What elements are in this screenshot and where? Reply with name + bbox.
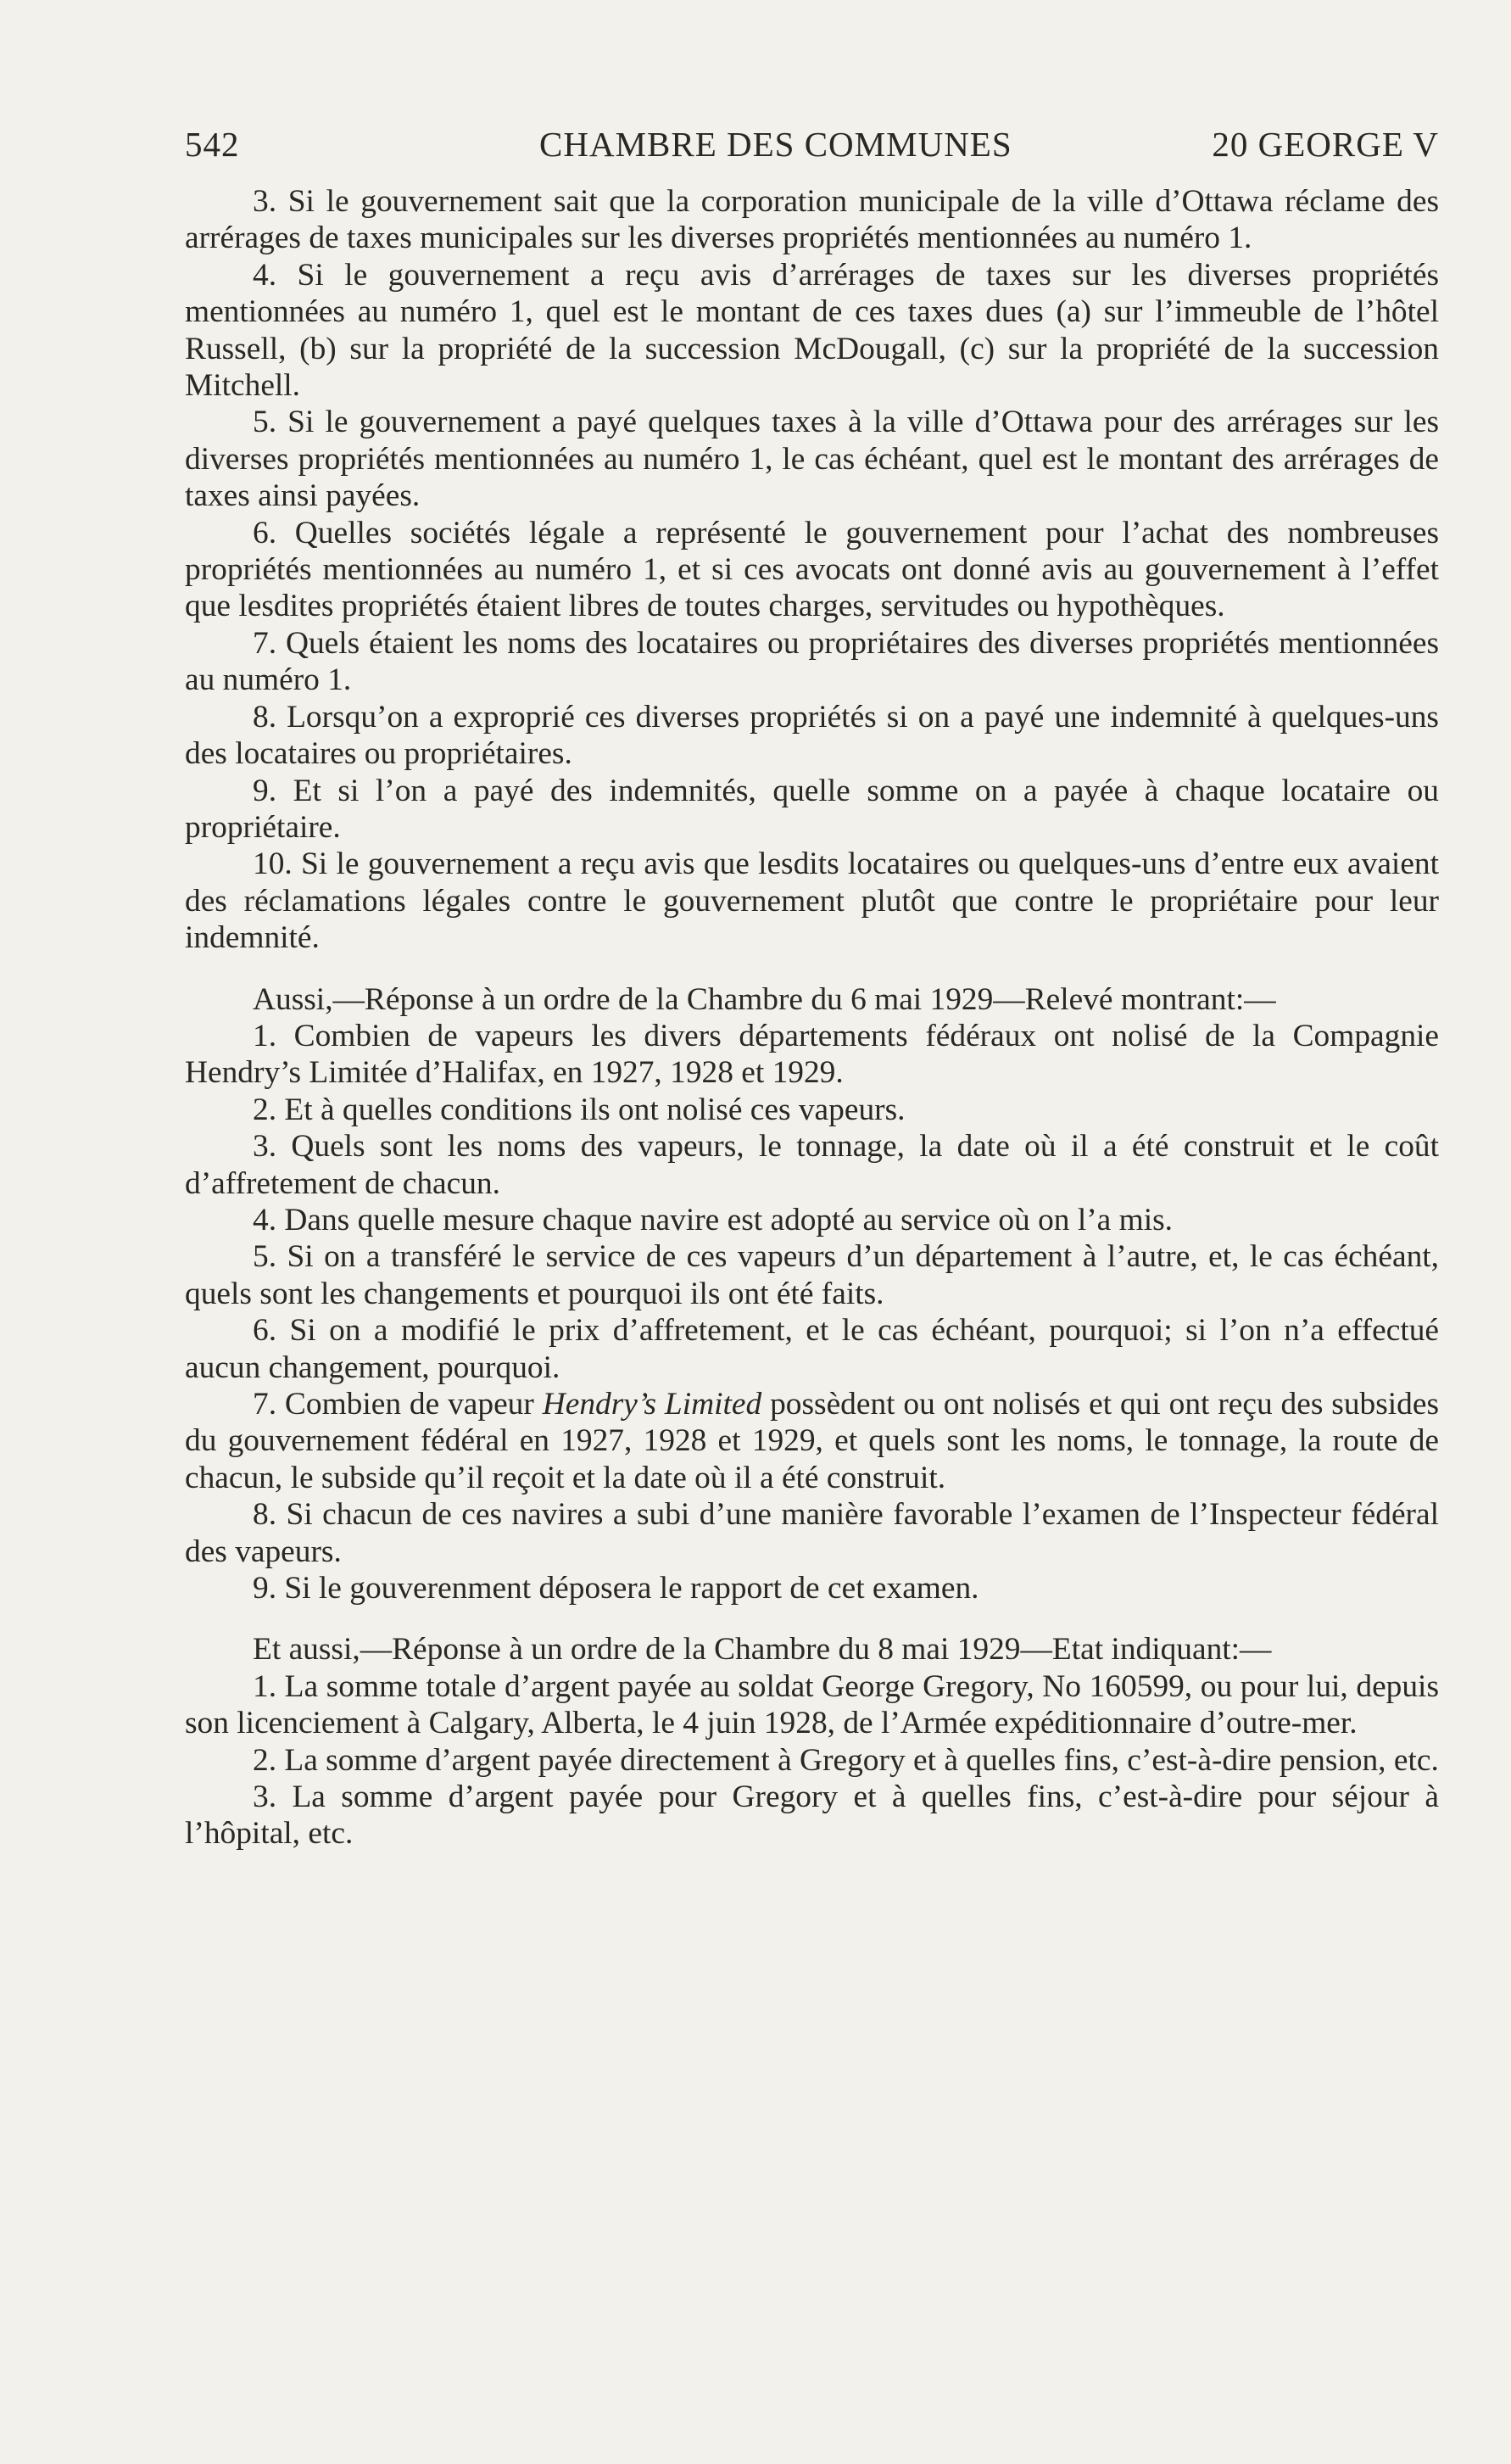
- paragraph: 8. Si chacun de ces navires a subi d’une manière favorable l’examen de l’Inspecteur fédéral des vapeurs.: [185, 1497, 1439, 1569]
- paragraph: 6. Si on a modifié le prix d’affretement, et le cas échéant, pourquoi; si l’on n’a effectué aucun changement, pourquoi.: [185, 1313, 1439, 1385]
- paragraph: [185, 1386, 1439, 1496]
- paragraph: 1. Combien de vapeurs les divers départements fédéraux ont nolisé de la Compagnie Hendry’s Limitée d’Halifax, en 1927, 1928 et 1929.: [185, 1018, 1439, 1091]
- section-lead: Et aussi,—Réponse à un ordre de la Chambre du 8 mai 1929—Etat indiquant:—: [253, 1632, 1272, 1668]
- paragraph: 4. Dans quelle mesure chaque navire est adopté au service où on l’a mis.: [253, 1202, 1173, 1238]
- page-number: 542: [185, 125, 240, 164]
- paragraph: 9. Et si l’on a payé des indemnités, quelle somme on a payée à chaque locataire ou propriétaire.: [185, 773, 1439, 845]
- paragraph: 3. La somme d’argent payée pour Gregory et à quelles fins, c’est-à-dire pour séjour à l’hôpital, etc.: [185, 1780, 1439, 1852]
- paragraph: 9. Si le gouverenment déposera le rapport de cet examen.: [253, 1571, 979, 1606]
- paragraph: 6. Quelles sociétés légale a représenté le gouvernement pour l’achat des nombreuses propriétés mentionnées au numéro 1, et si ces avocats ont donné avis au gouvernement à l’effet que lesdites propriétés étaient libres de toutes charges, servitudes ou hypothèques.: [185, 515, 1439, 624]
- paragraph: 10. Si le gouvernement a reçu avis que lesdits locataires ou quelques-uns d’entre eux avaient des réclamations légales contre le gouvernement plutôt que contre le propriétaire pour leur indemnité.: [185, 846, 1439, 956]
- paragraph: 4. Si le gouvernement a reçu avis d’arrérages de taxes sur les diverses propriétés mentionnées au numéro 1, quel est le montant de ces taxes dues (a) sur l’immeuble de l’hôtel Russell, (b) sur la propriété de la succession McDougall, (c) sur la propriété de la succession Mitchell.: [185, 257, 1439, 404]
- paragraph: 2. La somme d’argent payée directement à Gregory et à quelles fins, c’est-à-dire pension, etc.: [253, 1742, 1439, 1778]
- paragraph: 7. Quels étaient les noms des locataires ou propriétaires des diverses propriétés mentionnées au numéro 1.: [185, 625, 1439, 698]
- paragraph: 5. Si le gouvernement a payé quelques taxes à la ville d’Ottawa pour des arrérages sur les diverses propriétés mentionnées au numéro 1, le cas échéant, quel est le montant des arrérages de taxes ainsi payées.: [185, 405, 1439, 514]
- paragraph: 1. La somme totale d’argent payée au soldat George Gregory, No 160599, ou pour lui, depuis son licenciement à Calgary, Alberta, le 4 juin 1928, de l’Armée expéditionnaire d’outre-mer.: [185, 1668, 1439, 1741]
- item-text: 7. Combien de vapeur: [253, 1387, 543, 1422]
- paragraph: 8. Lorsqu’on a exproprié ces diverses propriétés si on a payé une indemnité à quelques-uns des locataires ou propriétaires.: [185, 699, 1439, 772]
- paragraph: 2. Et à quelles conditions ils ont nolisé ces vapeurs.: [253, 1092, 906, 1127]
- section-lead: Aussi,—Réponse à un ordre de la Chambre du 6 mai 1929—Relevé montrant:—: [253, 981, 1276, 1017]
- item-text: possèdent ou ont nolisés et qui ont reçu des subsides du gouvernement fédéral en 1927, 1928 et 1929, et quels sont les noms, le tonnage, la route de chacun, le subside qu’il reçoit et la date où il a été construit.: [185, 1387, 1440, 1495]
- paragraph: 5. Si on a transféré le service de ces vapeurs d’un département à l’autre, et, le cas échéant, quels sont les changements et pourquoi ils ont été faits.: [185, 1239, 1439, 1311]
- paragraph: 3. Si le gouvernement sait que la corporation municipale de la ville d’Ottawa réclame des arrérages de taxes municipales sur les diverses propriétés mentionnées au numéro 1.: [185, 184, 1439, 256]
- page-header-session: 20 GEORGE V: [1212, 125, 1439, 164]
- page-header-title: CHAMBRE DES COMMUNES: [539, 125, 1012, 164]
- running-head: [185, 119, 1439, 171]
- body-text: [185, 183, 1439, 1852]
- paragraph: 3. Quels sont les noms des vapeurs, le tonnage, la date où il a été construit et le coût d’affretement de chacun.: [185, 1129, 1439, 1201]
- company-name-italic: Hendry’s Limited: [542, 1387, 762, 1422]
